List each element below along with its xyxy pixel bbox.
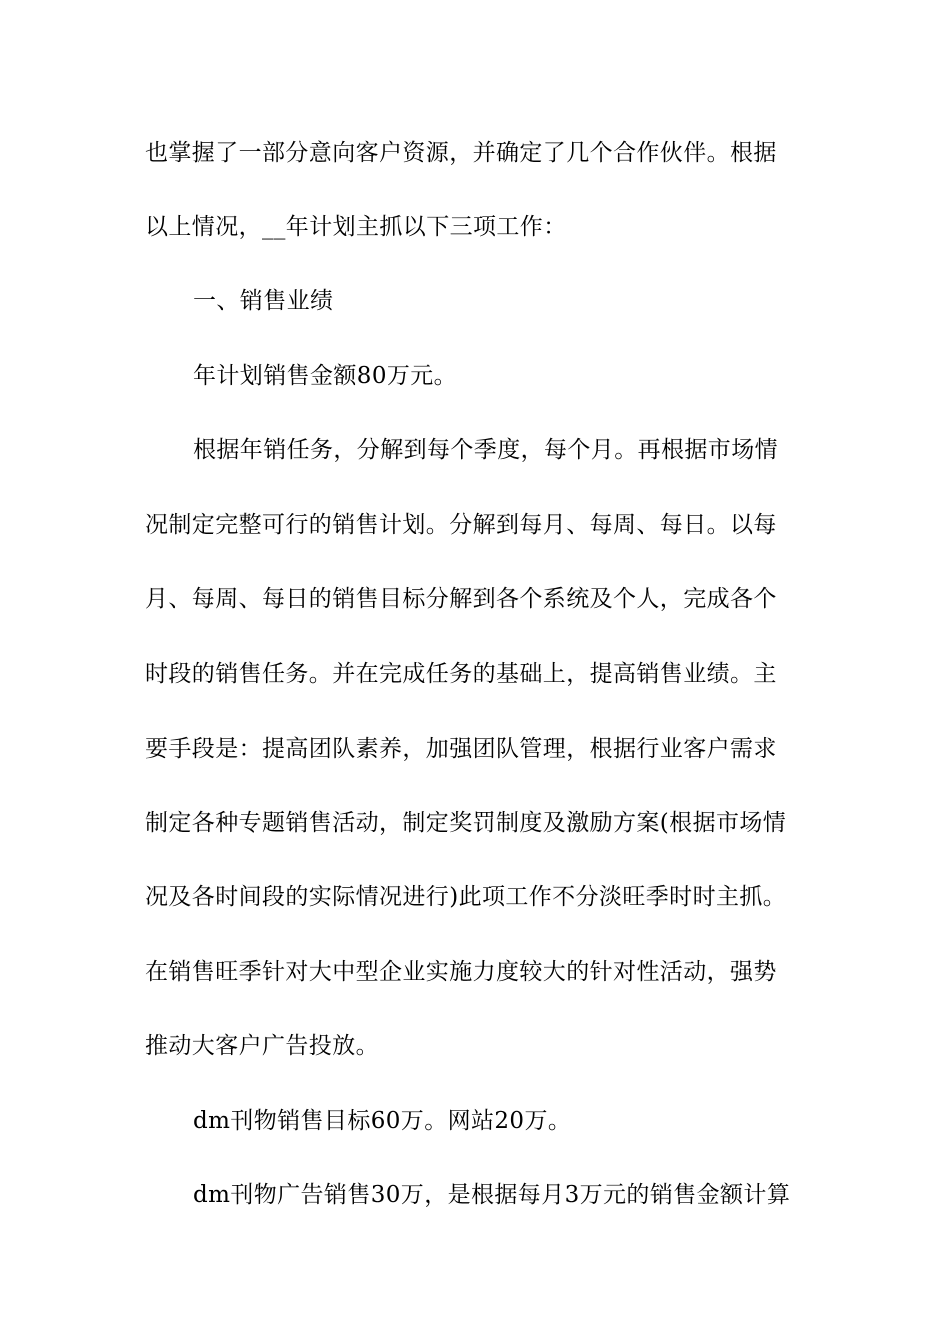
paragraph-line: 根据年销任务，分解到每个季度，每个月。再根据市场情 bbox=[193, 437, 778, 463]
paragraph-line: 月、每周、每日的销售目标分解到各个系统及个人，完成各个 bbox=[145, 586, 777, 612]
paragraph-line: dm刊物广告销售30万，是根据每月3万元的销售金额计算 bbox=[193, 1182, 791, 1208]
paragraph-line: 时段的销售任务。并在完成任务的基础上，提高销售业绩。主 bbox=[145, 661, 777, 687]
paragraph-line: 况制定完整可行的销售计划。分解到每月、每周、每日。以每 bbox=[145, 512, 777, 538]
paragraph-line: 在销售旺季针对大中型企业实施力度较大的针对性活动，强势 bbox=[145, 959, 777, 985]
paragraph-line: 况及各时间段的实际情况进行)此项工作不分淡旺季时时主抓。 bbox=[145, 884, 787, 910]
paragraph-line: dm刊物销售目标60万。网站20万。 bbox=[193, 1108, 572, 1134]
paragraph-line: 制定各种专题销售活动，制定奖罚制度及激励方案(根据市场情 bbox=[145, 810, 787, 836]
paragraph-line: 年计划销售金额80万元。 bbox=[193, 363, 458, 389]
paragraph-line: 也掌握了一部分意向客户资源，并确定了几个合作伙伴。根据 bbox=[145, 140, 777, 166]
paragraph-line: 推动大客户广告投放。 bbox=[145, 1033, 379, 1059]
section-heading: 一、销售业绩 bbox=[193, 288, 334, 314]
paragraph-line: 以上情况，__年计划主抓以下三项工作： bbox=[145, 214, 567, 240]
paragraph-line: 要手段是：提高团队素养，加强团队管理，根据行业客户需求 bbox=[145, 736, 777, 762]
